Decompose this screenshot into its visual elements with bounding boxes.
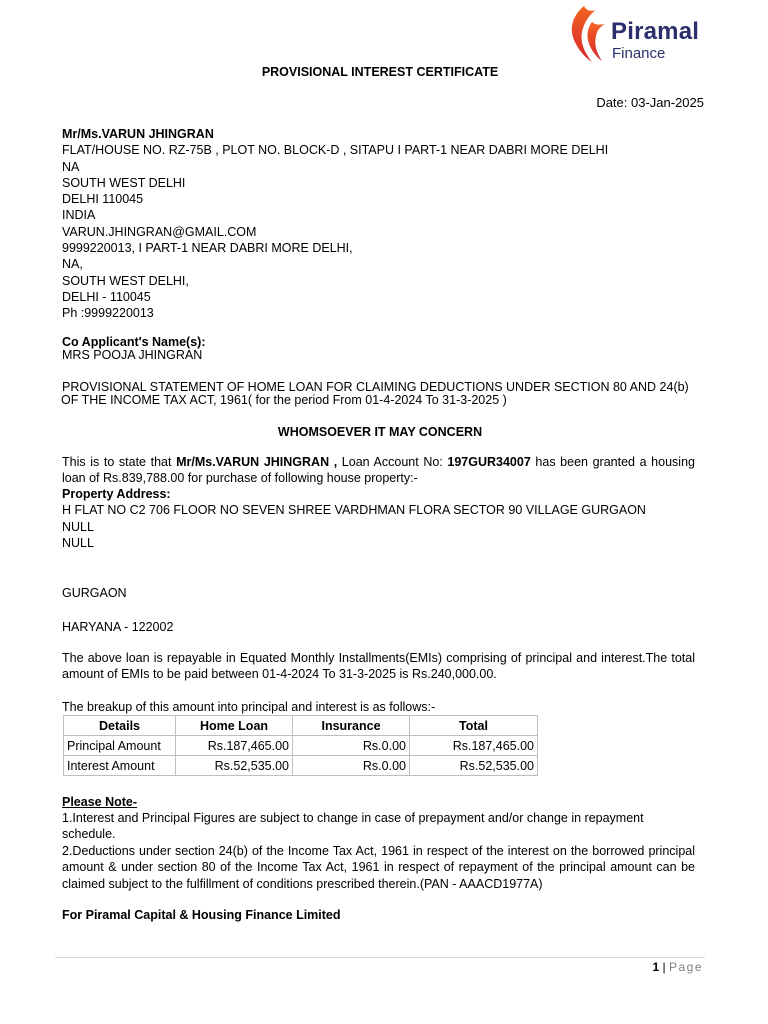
page-label: Page	[668, 960, 703, 974]
intro-text: Loan Account No:	[337, 455, 448, 469]
column-header: Home Loan	[176, 716, 293, 736]
co-applicant-block	[62, 336, 206, 362]
address-line: INDIA	[62, 208, 96, 223]
intro-text: has been granted a housing loan of Rs.839,788.00 for purchase of following house property:-	[62, 455, 695, 486]
address-line: SOUTH WEST DELHI,	[62, 273, 189, 288]
breakup-intro: The breakup of this amount into principal and interest is as follows:-	[62, 700, 436, 714]
note-1: 1.Interest and Principal Figures are subject to change in case of prepayment and/or change in repayment schedule.	[62, 811, 644, 842]
address-line: VARUN.JHINGRAN@GMAIL.COM	[62, 224, 257, 239]
table-cell: Rs.0.00	[293, 756, 410, 776]
page-number	[652, 960, 703, 974]
table-cell: Rs.0.00	[293, 736, 410, 756]
repayment-paragraph: The above loan is repayable in Equated Monthly Installments(EMIs) comprising of principal and interest.The total amount of EMIs to be paid between 01-4-2024 To 31-3-2025 is Rs.240,000.00.	[62, 651, 695, 682]
table-cell: Rs.52,535.00	[410, 756, 538, 776]
page-number-value: 1	[652, 960, 660, 974]
whomsoever-heading: WHOMSOEVER IT MAY CONCERN	[277, 425, 483, 439]
intro-paragraph	[62, 454, 695, 487]
co-applicant-label: Co Applicant's Name(s):	[62, 335, 206, 349]
property-state: HARYANA - 122002	[62, 620, 174, 634]
statement-line-2: OF THE INCOME TAX ACT, 1961( for the period From 01-4-2024 To 31-3-2025 )	[61, 393, 507, 407]
borrower-name: Mr/Ms.VARUN JHINGRAN ,	[176, 455, 338, 469]
note-2: 2.Deductions under section 24(b) of the Income Tax Act, 1961 in respect of the interest on the borrowed principal amount & under section 80 of the Income Tax Act, 1961 in respect of repayment of the principal amount can be claimed subject to the fulfillment of conditions prescribed therein.(PAN - AAACD1977A)	[62, 844, 695, 891]
address-line: NA	[62, 159, 80, 174]
table-cell: Principal Amount	[64, 736, 176, 756]
property-address-block	[62, 486, 646, 551]
table-row	[64, 756, 538, 776]
property-city: GURGAON	[62, 586, 127, 600]
table-cell: Rs.187,465.00	[176, 736, 293, 756]
property-address-label: Property Address:	[62, 487, 171, 501]
address-line: 9999220013, I PART-1 NEAR DABRI MORE DELHI,	[62, 241, 353, 256]
certificate-title: PROVISIONAL INTEREST CERTIFICATE	[261, 65, 499, 79]
loan-account-number: 197GUR34007	[447, 455, 531, 469]
address-line: SOUTH WEST DELHI	[62, 175, 186, 190]
address-line: FLAT/HOUSE NO. RZ-75B , PLOT NO. BLOCK-D , SITAPU I PART-1 NEAR DABRI MORE DELHI	[62, 143, 609, 158]
property-line: H FLAT NO C2 706 FLOOR NO SEVEN SHREE VARDHMAN FLORA SECTOR 90 VILLAGE GURGAON	[62, 503, 646, 518]
address-line: Ph :9999220013	[62, 306, 154, 321]
table-cell: Interest Amount	[64, 756, 176, 776]
footer-divider	[55, 957, 705, 958]
statement-block	[62, 381, 689, 407]
applicant-address-block	[62, 126, 608, 322]
page-separator: |	[659, 960, 669, 974]
applicant-name: Mr/Ms.VARUN JHINGRAN	[62, 127, 214, 141]
address-line: DELHI - 110045	[62, 289, 151, 304]
address-line: NA,	[62, 257, 83, 272]
table-cell: Rs.52,535.00	[176, 756, 293, 776]
property-line: NULL	[62, 519, 94, 534]
table-cell: Rs.187,465.00	[410, 736, 538, 756]
breakup-table	[63, 715, 538, 776]
signoff: For Piramal Capital & Housing Finance Limited	[62, 908, 341, 922]
column-header: Insurance	[293, 716, 410, 736]
statement-line-1: PROVISIONAL STATEMENT OF HOME LOAN FOR CLAIMING DEDUCTIONS UNDER SECTION 80 AND 24(b)	[62, 380, 689, 394]
certificate-date: Date: 03-Jan-2025	[596, 95, 704, 110]
intro-text: This is to state that	[62, 455, 177, 469]
please-note-heading: Please Note-	[62, 795, 138, 809]
brand-name: Piramal	[611, 18, 700, 45]
table-row	[64, 736, 538, 756]
column-header: Total	[410, 716, 538, 736]
property-line: NULL	[62, 535, 94, 550]
co-applicant-name: MRS POOJA JHINGRAN	[62, 348, 203, 362]
address-line: DELHI 110045	[62, 192, 144, 207]
brand-sub: Finance	[612, 45, 666, 62]
column-header: Details	[64, 716, 176, 736]
table-header-row	[64, 716, 538, 736]
